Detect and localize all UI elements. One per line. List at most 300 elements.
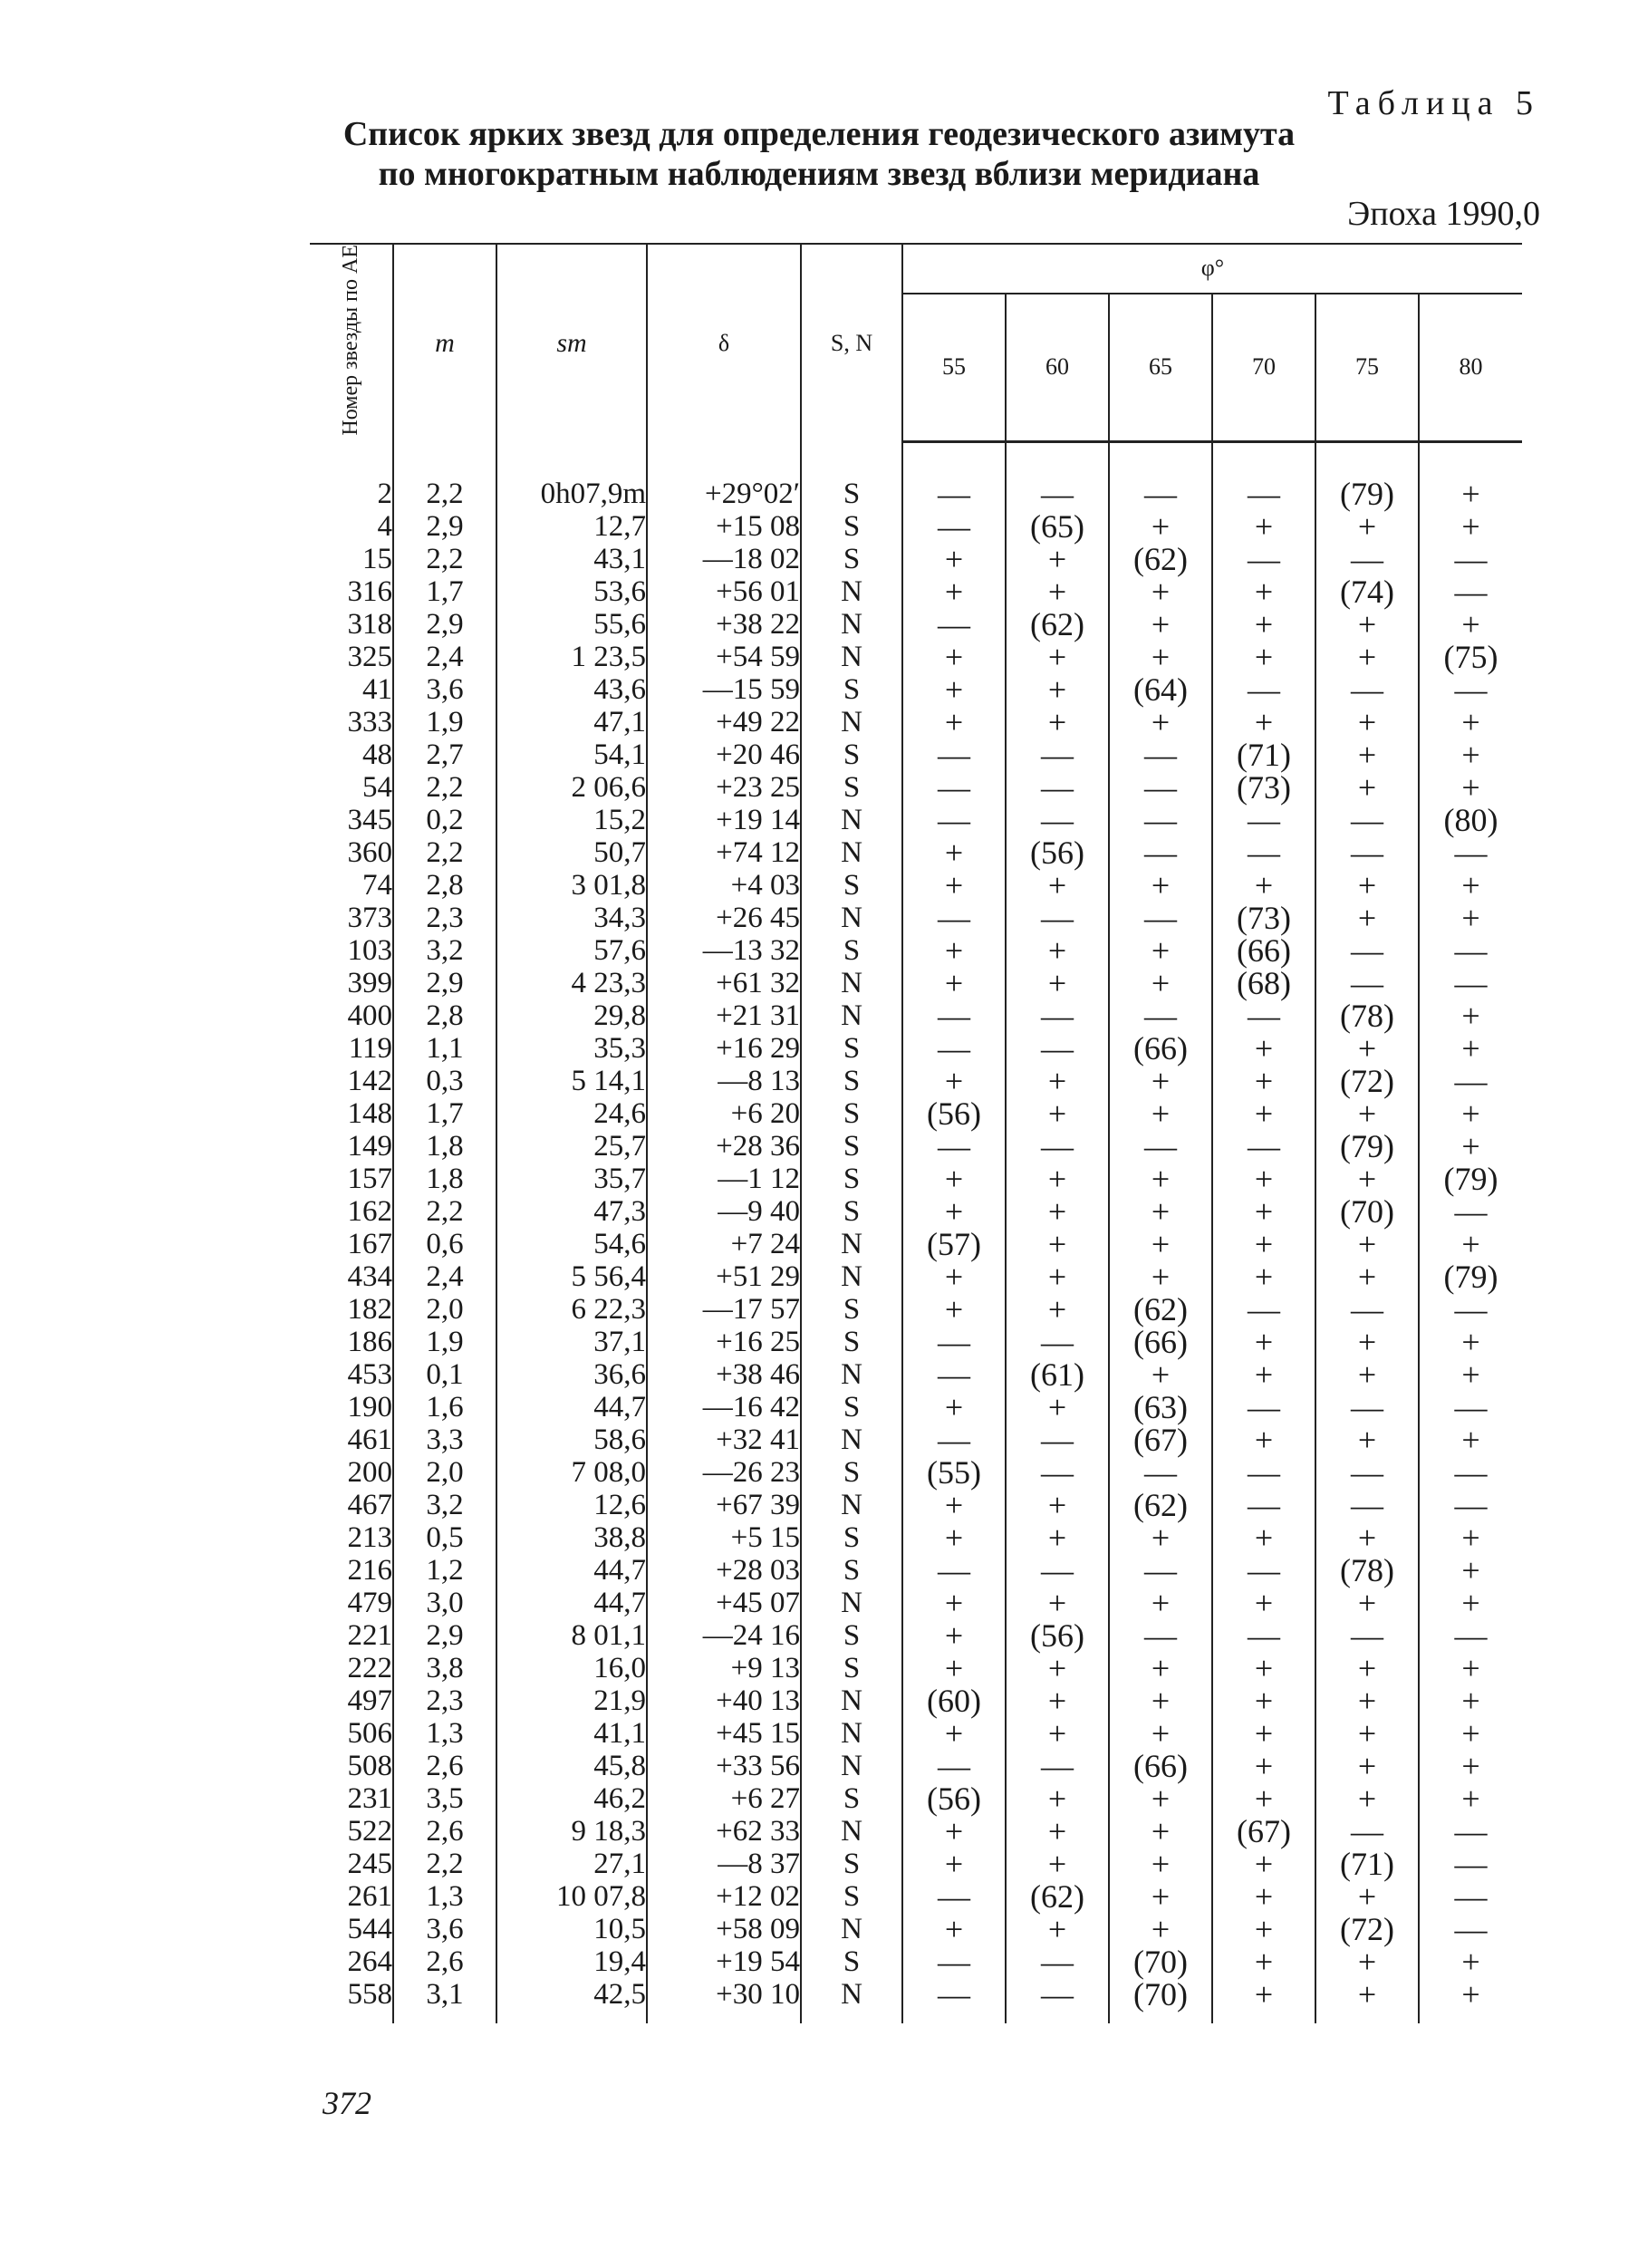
right-ascension-cell: 4 23,3 <box>496 967 647 999</box>
table-body <box>310 478 1522 2011</box>
star-number-cell: 497 <box>347 1684 392 1718</box>
sn-cell: S <box>801 1619 902 1652</box>
phi-75-cell: + <box>1315 1587 1419 1619</box>
phi-60-cell: + <box>1006 1228 1109 1260</box>
table-row <box>310 1032 1522 1065</box>
star-number-cell: 2 <box>377 478 392 511</box>
magnitude-cell: 2,2 <box>393 1848 496 1880</box>
phi-70-cell: + <box>1212 608 1315 641</box>
phi-80-cell: + <box>1419 738 1522 771</box>
phi-70-cell: + <box>1212 1260 1315 1293</box>
phi-70-cell: — <box>1212 999 1315 1032</box>
sn-cell: N <box>801 706 902 738</box>
phi-75-cell: — <box>1315 804 1419 836</box>
phi-65-cell: + <box>1109 1260 1212 1293</box>
star-number-cell: 200 <box>347 1456 392 1490</box>
table-row <box>310 804 1522 836</box>
right-ascension-cell: 41,1 <box>496 1717 647 1750</box>
sn-cell: S <box>801 1032 902 1065</box>
phi-60-cell: — <box>1006 1424 1109 1456</box>
magnitude-cell: 0,2 <box>393 804 496 836</box>
phi-60-cell: + <box>1006 1293 1109 1326</box>
phi-55-cell: + <box>902 967 1006 999</box>
declination-cell: +38 22 <box>647 608 801 641</box>
phi-80-cell: — <box>1419 967 1522 999</box>
phi-70-cell: — <box>1212 478 1315 510</box>
phi-55-cell: — <box>902 1424 1006 1456</box>
phi-55-cell: — <box>902 1880 1006 1913</box>
declination-cell: —9 40 <box>647 1195 801 1228</box>
phi-75-cell: — <box>1315 1456 1419 1489</box>
phi-60-cell: + <box>1006 967 1109 999</box>
phi-70-cell: + <box>1212 1913 1315 1945</box>
phi-55-cell: — <box>902 1326 1006 1358</box>
right-ascension-cell: 2 06,6 <box>496 771 647 804</box>
table-row <box>310 1195 1522 1228</box>
phi-70-cell: + <box>1212 1521 1315 1554</box>
phi-80-cell: — <box>1419 1065 1522 1097</box>
phi-65-cell: (62) <box>1109 543 1212 575</box>
phi-70-cell: + <box>1212 1326 1315 1358</box>
phi-60-cell: + <box>1006 1163 1109 1195</box>
phi-60-cell: — <box>1006 1978 1109 2011</box>
phi-70-cell: + <box>1212 1782 1315 1815</box>
star-number-cell: 221 <box>347 1619 392 1653</box>
phi-60-cell: — <box>1006 1032 1109 1065</box>
right-ascension-cell: 46,2 <box>496 1782 647 1815</box>
phi-65-cell: + <box>1109 1782 1212 1815</box>
phi-60-cell: + <box>1006 1521 1109 1554</box>
phi-55-cell: — <box>902 478 1006 510</box>
phi-65-cell: + <box>1109 1358 1212 1391</box>
star-number-cell: 316 <box>347 575 392 609</box>
declination-cell: +54 59 <box>647 641 801 673</box>
phi-65-cell: + <box>1109 1684 1212 1717</box>
phi-60-cell: — <box>1006 1456 1109 1489</box>
phi-70-cell: + <box>1212 1652 1315 1684</box>
phi-60-cell: + <box>1006 1652 1109 1684</box>
table-row <box>310 1619 1522 1652</box>
phi-80-cell: + <box>1419 902 1522 934</box>
phi-55-cell: + <box>902 869 1006 902</box>
phi-55-cell: — <box>902 1130 1006 1163</box>
table-row <box>310 1260 1522 1293</box>
declination-cell: +6 20 <box>647 1097 801 1130</box>
phi-65-cell: + <box>1109 1097 1212 1130</box>
phi-70-cell: + <box>1212 1358 1315 1391</box>
sn-cell: S <box>801 673 902 706</box>
declination-cell: +19 54 <box>647 1945 801 1978</box>
star-number-cell: 54 <box>362 771 392 805</box>
phi-65-cell: + <box>1109 1587 1212 1619</box>
star-number-cell: 360 <box>347 836 392 870</box>
declination-cell: +38 46 <box>647 1358 801 1391</box>
right-ascension-cell: 44,7 <box>496 1391 647 1424</box>
star-number-cell: 544 <box>347 1913 392 1946</box>
phi-65-cell: + <box>1109 1652 1212 1684</box>
phi-80-cell: + <box>1419 1945 1522 1978</box>
right-ascension-cell: 35,3 <box>496 1032 647 1065</box>
phi-55-cell: + <box>902 934 1006 967</box>
phi-65-cell: — <box>1109 1554 1212 1587</box>
right-ascension-cell: 27,1 <box>496 1848 647 1880</box>
table-row <box>310 1652 1522 1684</box>
phi-55-cell: (60) <box>902 1684 1006 1717</box>
right-ascension-cell: 10,5 <box>496 1913 647 1945</box>
col-header-sm: sm <box>496 244 647 442</box>
phi-70-cell: + <box>1212 869 1315 902</box>
phi-70-cell: + <box>1212 1848 1315 1880</box>
phi-70-cell: + <box>1212 1228 1315 1260</box>
phi-75-cell: + <box>1315 608 1419 641</box>
magnitude-cell: 1,6 <box>393 1391 496 1424</box>
phi-70-cell: + <box>1212 510 1315 543</box>
phi-60-cell: + <box>1006 543 1109 575</box>
phi-75-cell: + <box>1315 706 1419 738</box>
right-ascension-cell: 43,1 <box>496 543 647 575</box>
declination-cell: +21 31 <box>647 999 801 1032</box>
star-number-cell: 162 <box>347 1195 392 1229</box>
right-ascension-cell: 19,4 <box>496 1945 647 1978</box>
table-row <box>310 1848 1522 1880</box>
phi-65-cell: (63) <box>1109 1391 1212 1424</box>
phi-65-cell: — <box>1109 902 1212 934</box>
phi-60-cell: (56) <box>1006 836 1109 869</box>
sn-cell: S <box>801 1130 902 1163</box>
phi-65-cell: — <box>1109 836 1212 869</box>
phi-80-cell: (79) <box>1419 1163 1522 1195</box>
table-row <box>310 1750 1522 1782</box>
table-row <box>310 1554 1522 1587</box>
phi-70-cell: (66) <box>1212 934 1315 967</box>
table-row <box>310 706 1522 738</box>
sn-cell: S <box>801 1326 902 1358</box>
phi-80-cell: — <box>1419 1880 1522 1913</box>
declination-cell: +16 25 <box>647 1326 801 1358</box>
phi-60-cell: + <box>1006 1260 1109 1293</box>
phi-70-cell: — <box>1212 804 1315 836</box>
right-ascension-cell: 3 01,8 <box>496 869 647 902</box>
table-row <box>310 1587 1522 1619</box>
phi-55-cell: (56) <box>902 1782 1006 1815</box>
phi-60-cell: + <box>1006 1065 1109 1097</box>
sn-cell: S <box>801 1391 902 1424</box>
phi-60-cell: + <box>1006 1848 1109 1880</box>
phi-60-cell: + <box>1006 1097 1109 1130</box>
right-ascension-cell: 0h07,9m <box>496 478 647 510</box>
phi-55-cell: + <box>902 641 1006 673</box>
phi-65-cell: + <box>1109 869 1212 902</box>
declination-cell: +4 03 <box>647 869 801 902</box>
sn-cell: S <box>801 478 902 510</box>
table-row <box>310 1130 1522 1163</box>
phi-65-cell: + <box>1109 1880 1212 1913</box>
table-row <box>310 1782 1522 1815</box>
table-row <box>310 1880 1522 1913</box>
sn-cell: S <box>801 1521 902 1554</box>
phi-80-cell: — <box>1419 1619 1522 1652</box>
right-ascension-cell: 36,6 <box>496 1358 647 1391</box>
sn-cell: N <box>801 1717 902 1750</box>
phi-75-cell: + <box>1315 1358 1419 1391</box>
star-number-cell: 119 <box>348 1032 392 1066</box>
table-bottom-spacer <box>310 2011 1522 2023</box>
table-row <box>310 1913 1522 1945</box>
sn-cell: N <box>801 1815 902 1848</box>
phi-65-cell: — <box>1109 1130 1212 1163</box>
phi-65-cell: + <box>1109 608 1212 641</box>
phi-55-cell: + <box>902 1195 1006 1228</box>
declination-cell: +58 09 <box>647 1913 801 1945</box>
right-ascension-cell: 21,9 <box>496 1684 647 1717</box>
star-number-cell: 74 <box>362 869 392 902</box>
phi-55-cell: + <box>902 1065 1006 1097</box>
phi-80-cell: + <box>1419 1097 1522 1130</box>
declination-cell: +61 32 <box>647 967 801 999</box>
phi-75-cell: (70) <box>1315 1195 1419 1228</box>
declination-cell: +12 02 <box>647 1880 801 1913</box>
sn-cell: N <box>801 1489 902 1521</box>
star-number-cell: 148 <box>347 1097 392 1131</box>
phi-60-cell: + <box>1006 1684 1109 1717</box>
magnitude-cell: 1,2 <box>393 1554 496 1587</box>
star-number-cell: 333 <box>347 706 392 739</box>
col-header-phi-60: 60 <box>1006 294 1109 442</box>
sn-cell: S <box>801 510 902 543</box>
magnitude-cell: 2,3 <box>393 902 496 934</box>
phi-80-cell: + <box>1419 1358 1522 1391</box>
star-number-cell: 508 <box>347 1750 392 1783</box>
phi-60-cell: — <box>1006 999 1109 1032</box>
table-row <box>310 1326 1522 1358</box>
table-row <box>310 836 1522 869</box>
right-ascension-cell: 44,7 <box>496 1554 647 1587</box>
phi-75-cell: + <box>1315 1521 1419 1554</box>
phi-60-cell: — <box>1006 771 1109 804</box>
declination-cell: —8 37 <box>647 1848 801 1880</box>
phi-65-cell: (70) <box>1109 1945 1212 1978</box>
phi-55-cell: + <box>902 1260 1006 1293</box>
declination-cell: +33 56 <box>647 1750 801 1782</box>
table-row <box>310 1293 1522 1326</box>
right-ascension-cell: 10 07,8 <box>496 1880 647 1913</box>
phi-80-cell: + <box>1419 1228 1522 1260</box>
phi-75-cell: (72) <box>1315 1065 1419 1097</box>
magnitude-cell: 2,4 <box>393 641 496 673</box>
table-row <box>310 738 1522 771</box>
declination-cell: +67 39 <box>647 1489 801 1521</box>
phi-70-cell: — <box>1212 673 1315 706</box>
phi-60-cell: + <box>1006 1815 1109 1848</box>
sn-cell: N <box>801 575 902 608</box>
phi-70-cell: + <box>1212 1195 1315 1228</box>
right-ascension-cell: 35,7 <box>496 1163 647 1195</box>
phi-75-cell: (74) <box>1315 575 1419 608</box>
declination-cell: +16 29 <box>647 1032 801 1065</box>
page-number: 372 <box>323 2085 371 2121</box>
phi-55-cell: — <box>902 1554 1006 1587</box>
star-number-cell: 245 <box>347 1848 392 1881</box>
phi-80-cell: (75) <box>1419 641 1522 673</box>
sn-cell: S <box>801 1848 902 1880</box>
magnitude-cell: 3,3 <box>393 1424 496 1456</box>
phi-60-cell: + <box>1006 1717 1109 1750</box>
phi-65-cell: — <box>1109 478 1212 510</box>
sn-cell: N <box>801 1913 902 1945</box>
declination-cell: —8 13 <box>647 1065 801 1097</box>
table-row <box>310 1391 1522 1424</box>
magnitude-cell: 2,0 <box>393 1456 496 1489</box>
sn-cell: S <box>801 771 902 804</box>
star-number-cell: 434 <box>347 1260 392 1294</box>
declination-cell: —24 16 <box>647 1619 801 1652</box>
star-number-cell: 345 <box>347 804 392 837</box>
phi-65-cell: + <box>1109 1195 1212 1228</box>
declination-cell: +30 10 <box>647 1978 801 2011</box>
right-ascension-cell: 12,7 <box>496 510 647 543</box>
phi-70-cell: — <box>1212 1619 1315 1652</box>
declination-cell: +29°02′ <box>647 478 801 510</box>
phi-75-cell: — <box>1315 1619 1419 1652</box>
phi-80-cell: + <box>1419 1684 1522 1717</box>
declination-cell: +32 41 <box>647 1424 801 1456</box>
sn-cell: N <box>801 999 902 1032</box>
right-ascension-cell: 37,1 <box>496 1326 647 1358</box>
declination-cell: —15 59 <box>647 673 801 706</box>
phi-80-cell: — <box>1419 1456 1522 1489</box>
phi-70-cell: + <box>1212 1978 1315 2011</box>
magnitude-cell: 2,2 <box>393 543 496 575</box>
star-number-cell: 558 <box>347 1978 392 2012</box>
star-number-cell: 149 <box>347 1130 392 1163</box>
table-row <box>310 510 1522 543</box>
magnitude-cell: 2,2 <box>393 771 496 804</box>
phi-70-cell: — <box>1212 1489 1315 1521</box>
table-row <box>310 999 1522 1032</box>
phi-70-cell: — <box>1212 543 1315 575</box>
phi-75-cell: — <box>1315 1489 1419 1521</box>
phi-55-cell: — <box>902 1358 1006 1391</box>
declination-cell: —1 12 <box>647 1163 801 1195</box>
phi-75-cell: — <box>1315 934 1419 967</box>
phi-80-cell: + <box>1419 1424 1522 1456</box>
star-number-cell: 15 <box>362 543 392 576</box>
table-row <box>310 575 1522 608</box>
table-row <box>310 478 1522 510</box>
phi-55-cell: + <box>902 1913 1006 1945</box>
phi-70-cell: — <box>1212 1293 1315 1326</box>
table-row <box>310 1717 1522 1750</box>
right-ascension-cell: 53,6 <box>496 575 647 608</box>
phi-55-cell: — <box>902 738 1006 771</box>
phi-65-cell: + <box>1109 967 1212 999</box>
phi-70-cell: — <box>1212 1456 1315 1489</box>
epoch-label: Эпоха 1990,0 <box>1347 195 1540 233</box>
magnitude-cell: 3,1 <box>393 1978 496 2011</box>
star-number-cell: 400 <box>347 999 392 1033</box>
phi-55-cell: + <box>902 1489 1006 1521</box>
magnitude-cell: 1,7 <box>393 575 496 608</box>
phi-80-cell: + <box>1419 1978 1522 2011</box>
phi-80-cell: — <box>1419 1815 1522 1848</box>
table-row <box>310 1684 1522 1717</box>
table-row <box>310 1424 1522 1456</box>
phi-80-cell: + <box>1419 608 1522 641</box>
phi-80-cell: + <box>1419 1750 1522 1782</box>
declination-cell: —26 23 <box>647 1456 801 1489</box>
magnitude-cell: 2,6 <box>393 1815 496 1848</box>
phi-75-cell: + <box>1315 1782 1419 1815</box>
right-ascension-cell: 6 22,3 <box>496 1293 647 1326</box>
phi-75-cell: — <box>1315 967 1419 999</box>
sn-cell: S <box>801 543 902 575</box>
phi-75-cell: (79) <box>1315 478 1419 510</box>
right-ascension-cell: 54,1 <box>496 738 647 771</box>
phi-60-cell: + <box>1006 1913 1109 1945</box>
phi-75-cell: + <box>1315 1260 1419 1293</box>
phi-65-cell: + <box>1109 1913 1212 1945</box>
star-number-cell: 157 <box>347 1163 392 1196</box>
sn-cell: S <box>801 1652 902 1684</box>
phi-55-cell: + <box>902 1521 1006 1554</box>
phi-70-cell: (68) <box>1212 967 1315 999</box>
phi-55-cell: + <box>902 673 1006 706</box>
phi-65-cell: — <box>1109 738 1212 771</box>
phi-70-cell: + <box>1212 575 1315 608</box>
phi-75-cell: (79) <box>1315 1130 1419 1163</box>
declination-cell: +6 27 <box>647 1782 801 1815</box>
phi-75-cell: + <box>1315 1652 1419 1684</box>
magnitude-cell: 2,6 <box>393 1945 496 1978</box>
star-number-cell: 182 <box>347 1293 392 1327</box>
phi-60-cell: + <box>1006 673 1109 706</box>
declination-cell: +19 14 <box>647 804 801 836</box>
declination-cell: +56 01 <box>647 575 801 608</box>
magnitude-cell: 0,5 <box>393 1521 496 1554</box>
phi-70-cell: + <box>1212 1717 1315 1750</box>
phi-55-cell: + <box>902 1293 1006 1326</box>
declination-cell: +28 36 <box>647 1130 801 1163</box>
phi-75-cell: — <box>1315 543 1419 575</box>
col-header-phi-70: 70 <box>1212 294 1315 442</box>
phi-80-cell: + <box>1419 1521 1522 1554</box>
phi-65-cell: (66) <box>1109 1326 1212 1358</box>
phi-80-cell: + <box>1419 1326 1522 1358</box>
phi-75-cell: + <box>1315 771 1419 804</box>
table-row <box>310 771 1522 804</box>
star-number-cell: 186 <box>347 1326 392 1359</box>
table-row <box>310 934 1522 967</box>
star-number-cell: 399 <box>347 967 392 1000</box>
star-number-cell: 41 <box>362 673 392 707</box>
table-row <box>310 967 1522 999</box>
table-row <box>310 869 1522 902</box>
phi-65-cell: — <box>1109 999 1212 1032</box>
phi-80-cell: — <box>1419 934 1522 967</box>
magnitude-cell: 3,5 <box>393 1782 496 1815</box>
right-ascension-cell: 44,7 <box>496 1587 647 1619</box>
phi-75-cell: + <box>1315 1032 1419 1065</box>
phi-75-cell: + <box>1315 1326 1419 1358</box>
phi-75-cell: — <box>1315 1391 1419 1424</box>
phi-75-cell: + <box>1315 869 1419 902</box>
star-number-cell: 190 <box>347 1391 392 1424</box>
star-number-cell: 222 <box>347 1652 392 1685</box>
phi-65-cell: + <box>1109 510 1212 543</box>
phi-80-cell: + <box>1419 1130 1522 1163</box>
star-number-cell: 167 <box>347 1228 392 1261</box>
phi-65-cell: + <box>1109 1815 1212 1848</box>
